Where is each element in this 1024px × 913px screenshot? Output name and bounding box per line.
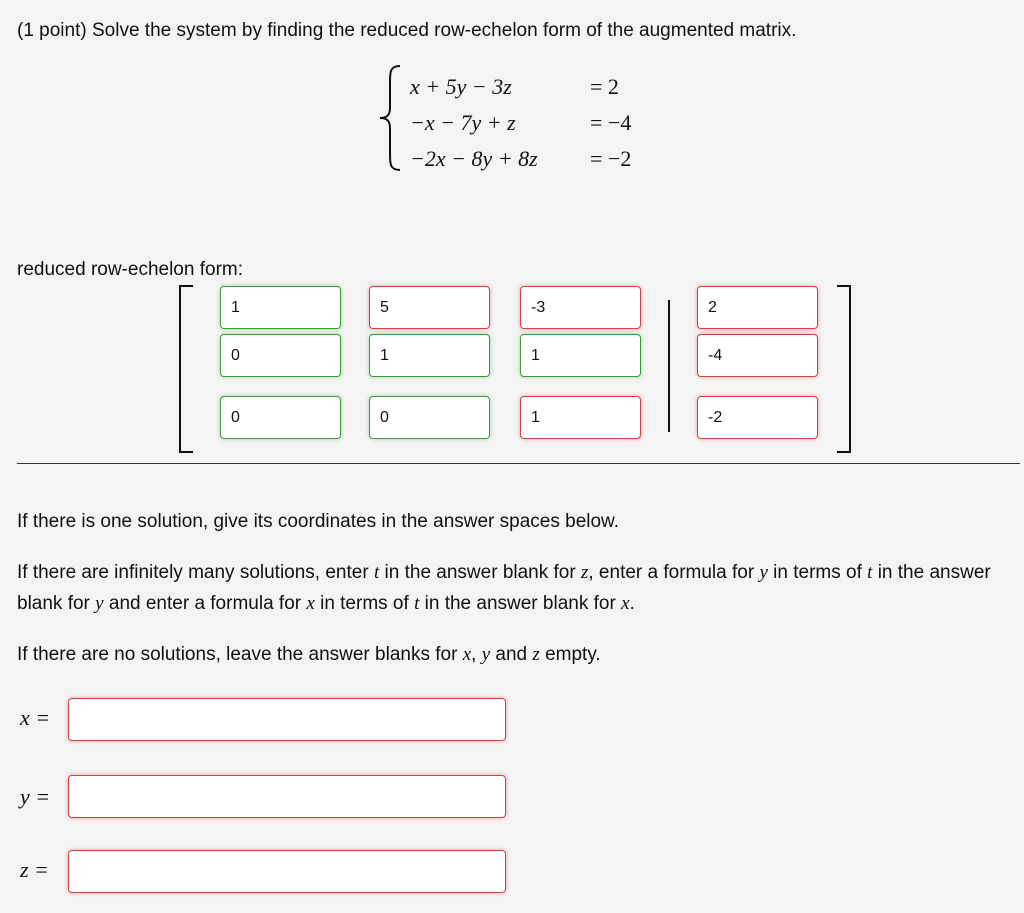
z-answer-input[interactable] (68, 850, 506, 893)
matrix-cell-r2-c2[interactable] (369, 334, 490, 377)
equation-2-lhs: −x − 7y + z (410, 110, 516, 135)
matrix-cell-r2-c4[interactable] (697, 334, 818, 377)
matrix-cell-r2-c3[interactable] (520, 334, 641, 377)
z-answer-label: z = (20, 857, 49, 882)
instruction-no-solutions: If there are no solutions, leave the answer blanks for x, y and z empty. (17, 644, 601, 665)
matrix-cell-r2-c1[interactable] (220, 334, 341, 377)
equation-1-lhs: x + 5y − 3z (410, 74, 512, 99)
equation-1-rhs: = 2 (590, 74, 619, 99)
augmented-divider (668, 300, 670, 432)
matrix-cell-r3-c2[interactable] (369, 396, 490, 439)
matrix-cell-r3-c4[interactable] (697, 396, 818, 439)
matrix-cell-r1-c2[interactable] (369, 286, 490, 329)
matrix-right-bracket (837, 285, 851, 453)
equation-3-lhs: −2x − 8y + 8z (410, 146, 538, 171)
instruction-infinite-solutions: If there are infinitely many solutions, enter t in the answer blank for z, enter a formula for y in terms of t in the answer blank for y and enter a formula for x in terms of t in the answer blank for x. (17, 562, 991, 614)
x-answer-label: x = (20, 705, 51, 730)
matrix-cell-r1-c4[interactable] (697, 286, 818, 329)
equation-3-rhs: = −2 (590, 146, 632, 171)
matrix-cell-r3-c1[interactable] (220, 396, 341, 439)
problem-prompt: (1 point) Solve the system by finding the reduced row-echelon form of the augmented matrix. (17, 20, 797, 41)
y-answer-label: y = (20, 784, 51, 809)
matrix-left-bracket (179, 285, 193, 453)
matrix-cell-r3-c3[interactable] (520, 396, 641, 439)
matrix-cell-r1-c1[interactable] (220, 286, 341, 329)
rref-label: reduced row-echelon form: (17, 259, 243, 280)
x-answer-input[interactable] (68, 698, 506, 741)
instruction-one-solution: If there is one solution, give its coordinates in the answer spaces below. (17, 511, 620, 532)
y-answer-input[interactable] (68, 775, 506, 818)
equation-2-rhs: = −4 (590, 110, 632, 135)
system-brace (378, 64, 406, 172)
matrix-cell-r1-c3[interactable] (520, 286, 641, 329)
section-divider (17, 463, 1020, 464)
